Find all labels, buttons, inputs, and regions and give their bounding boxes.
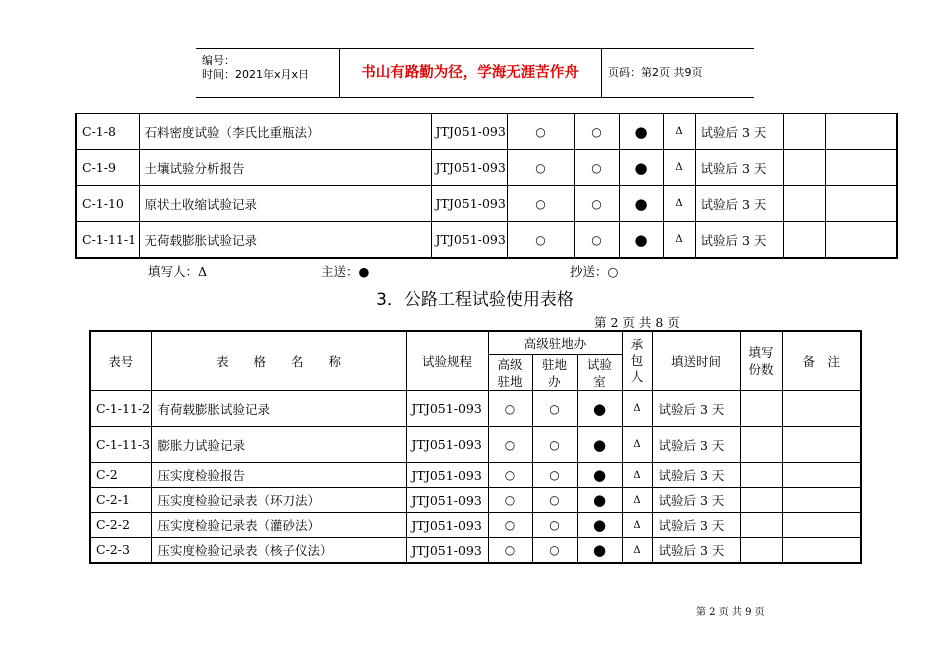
resident-office-mark: ○ — [532, 538, 577, 564]
copies-cell — [783, 222, 825, 259]
lab-mark: ● — [577, 391, 622, 427]
standard-cell: JTJ051-093 — [431, 186, 507, 222]
col-header-copies: 填写份数 — [740, 331, 782, 391]
standard-cell: JTJ051-093 — [406, 488, 488, 513]
resident-office-mark: ○ — [532, 488, 577, 513]
lab-mark: ● — [577, 463, 622, 488]
contractor-mark: Δ — [622, 427, 652, 463]
table-row — [90, 513, 861, 538]
table-row — [76, 186, 897, 222]
copies-cell — [783, 150, 825, 186]
col-header-name: 表 格 名 称 — [151, 331, 406, 391]
time-label: 时间：2021年x月x日 — [202, 68, 310, 81]
table-row — [76, 114, 897, 150]
page-footer: 第 2 页 共 9 页 — [696, 607, 765, 618]
col-header-contractor: 承包人 — [622, 331, 652, 391]
senior-resident-mark: ○ — [507, 114, 574, 150]
table-row — [90, 391, 861, 427]
contractor-mark: Δ — [663, 222, 695, 259]
header-meta — [196, 49, 340, 97]
standard-cell: JTJ051-093 — [431, 114, 507, 150]
form-name-cell: 无荷载膨胀试验记录 — [139, 222, 431, 259]
submit-time-cell: 试验后 3 天 — [695, 222, 783, 259]
standard-cell: JTJ051-093 — [431, 150, 507, 186]
standard-cell: JTJ051-093 — [406, 538, 488, 564]
table-row — [76, 150, 897, 186]
resident-office-mark: ○ — [532, 391, 577, 427]
col-header-senior-resident: 高级驻地 — [488, 355, 532, 391]
submit-time-cell: 试验后 3 天 — [652, 538, 740, 564]
lab-mark: ● — [577, 427, 622, 463]
form-name-cell: 压实度检验报告 — [151, 463, 406, 488]
form-code-cell: C-1-11-1 — [76, 222, 139, 259]
lab-mark: ● — [619, 150, 663, 186]
copies-cell — [740, 538, 782, 564]
table-row — [90, 463, 861, 488]
continuation-table — [75, 113, 898, 259]
contractor-mark: Δ — [622, 488, 652, 513]
col-header-standard: 试验规程 — [406, 331, 488, 391]
page-header — [196, 48, 754, 98]
contractor-mark: Δ — [663, 186, 695, 222]
senior-resident-mark: ○ — [488, 488, 532, 513]
legend-filler: 填写人：Δ — [148, 264, 208, 279]
table-row — [90, 427, 861, 463]
lab-mark: ● — [619, 186, 663, 222]
form-code-cell: C-1-10 — [76, 186, 139, 222]
resident-office-mark: ○ — [574, 222, 619, 259]
section-title: 3．公路工程试验使用表格 — [376, 290, 574, 310]
copies-cell — [740, 463, 782, 488]
col-header-lab: 试验室 — [577, 355, 622, 391]
resident-office-mark: ○ — [574, 114, 619, 150]
contractor-mark: Δ — [622, 391, 652, 427]
resident-office-mark: ○ — [532, 513, 577, 538]
road-test-forms-body — [90, 391, 861, 564]
form-code-cell: C-2 — [90, 463, 151, 488]
form-name-cell: 压实度检验记录表（环刀法） — [151, 488, 406, 513]
senior-resident-mark: ○ — [507, 150, 574, 186]
remark-cell — [782, 463, 861, 488]
remark-cell — [782, 513, 861, 538]
form-name-cell: 石料密度试验（李氏比重瓶法） — [139, 114, 431, 150]
form-code-cell: C-2-1 — [90, 488, 151, 513]
header-motto: 书山有路勤为径，学海无涯苦作舟 — [339, 49, 602, 97]
remark-cell — [825, 150, 897, 186]
form-name-cell: 压实度检验记录表（核子仪法） — [151, 538, 406, 564]
submit-time-cell: 试验后 3 天 — [652, 391, 740, 427]
legend-main: 主送：● — [321, 264, 370, 279]
standard-cell: JTJ051-093 — [406, 391, 488, 427]
legend-copy: 抄送：○ — [570, 264, 619, 279]
remark-cell — [782, 488, 861, 513]
submit-time-cell: 试验后 3 天 — [695, 150, 783, 186]
lab-mark: ● — [577, 513, 622, 538]
remark-cell — [782, 427, 861, 463]
col-header-remark: 备 注 — [782, 331, 861, 391]
form-name-cell: 膨胀力试验记录 — [151, 427, 406, 463]
submit-time-cell: 试验后 3 天 — [652, 463, 740, 488]
col-header-code: 表号 — [90, 331, 151, 391]
copies-cell — [740, 391, 782, 427]
number-label: 编号： — [202, 54, 235, 67]
continuation-table-body — [76, 114, 897, 259]
remark-cell — [782, 391, 861, 427]
copies-cell — [740, 427, 782, 463]
resident-office-mark: ○ — [574, 150, 619, 186]
contractor-mark: Δ — [663, 150, 695, 186]
contractor-mark: Δ — [663, 114, 695, 150]
table-row — [90, 538, 861, 564]
remark-cell — [825, 186, 897, 222]
remark-cell — [825, 114, 897, 150]
form-name-cell: 有荷载膨胀试验记录 — [151, 391, 406, 427]
form-code-cell: C-1-8 — [76, 114, 139, 150]
senior-resident-mark: ○ — [488, 513, 532, 538]
resident-office-mark: ○ — [532, 463, 577, 488]
contractor-mark: Δ — [622, 513, 652, 538]
submit-time-cell: 试验后 3 天 — [695, 114, 783, 150]
table-row — [76, 222, 897, 259]
senior-resident-mark: ○ — [507, 222, 574, 259]
standard-cell: JTJ051-093 — [406, 427, 488, 463]
standard-cell: JTJ051-093 — [406, 513, 488, 538]
col-header-time: 填送时间 — [652, 331, 740, 391]
form-name-cell: 土壤试验分析报告 — [139, 150, 431, 186]
table-row — [90, 488, 861, 513]
lab-mark: ● — [577, 538, 622, 564]
form-name-cell: 压实度检验记录表（灌砂法） — [151, 513, 406, 538]
col-header-group: 高级驻地办 — [488, 331, 622, 355]
lab-mark: ● — [619, 114, 663, 150]
submit-time-cell: 试验后 3 天 — [652, 427, 740, 463]
senior-resident-mark: ○ — [488, 463, 532, 488]
form-code-cell: C-2-3 — [90, 538, 151, 564]
standard-cell: JTJ051-093 — [431, 222, 507, 259]
resident-office-mark: ○ — [574, 186, 619, 222]
remark-cell — [825, 222, 897, 259]
copies-cell — [783, 114, 825, 150]
road-test-forms-table — [89, 330, 862, 564]
lab-mark: ● — [577, 488, 622, 513]
form-code-cell: C-1-9 — [76, 150, 139, 186]
senior-resident-mark: ○ — [488, 391, 532, 427]
submit-time-cell: 试验后 3 天 — [652, 513, 740, 538]
form-code-cell: C-1-11-2 — [90, 391, 151, 427]
copies-cell — [740, 513, 782, 538]
submit-time-cell: 试验后 3 天 — [695, 186, 783, 222]
contractor-mark: Δ — [622, 463, 652, 488]
copies-cell — [740, 488, 782, 513]
contractor-mark: Δ — [622, 538, 652, 564]
senior-resident-mark: ○ — [488, 538, 532, 564]
form-name-cell: 原状土收缩试验记录 — [139, 186, 431, 222]
form-code-cell: C-1-11-3 — [90, 427, 151, 463]
page-of-label: 第 2 页 共 8 页 — [594, 315, 680, 330]
senior-resident-mark: ○ — [488, 427, 532, 463]
remark-cell — [782, 538, 861, 564]
copies-cell — [783, 186, 825, 222]
col-header-resident-office: 驻地办 — [532, 355, 577, 391]
resident-office-mark: ○ — [532, 427, 577, 463]
form-code-cell: C-2-2 — [90, 513, 151, 538]
lab-mark: ● — [619, 222, 663, 259]
standard-cell: JTJ051-093 — [406, 463, 488, 488]
submit-time-cell: 试验后 3 天 — [652, 488, 740, 513]
senior-resident-mark: ○ — [507, 186, 574, 222]
header-page-label: 页码：第2页 共9页 — [608, 66, 703, 79]
